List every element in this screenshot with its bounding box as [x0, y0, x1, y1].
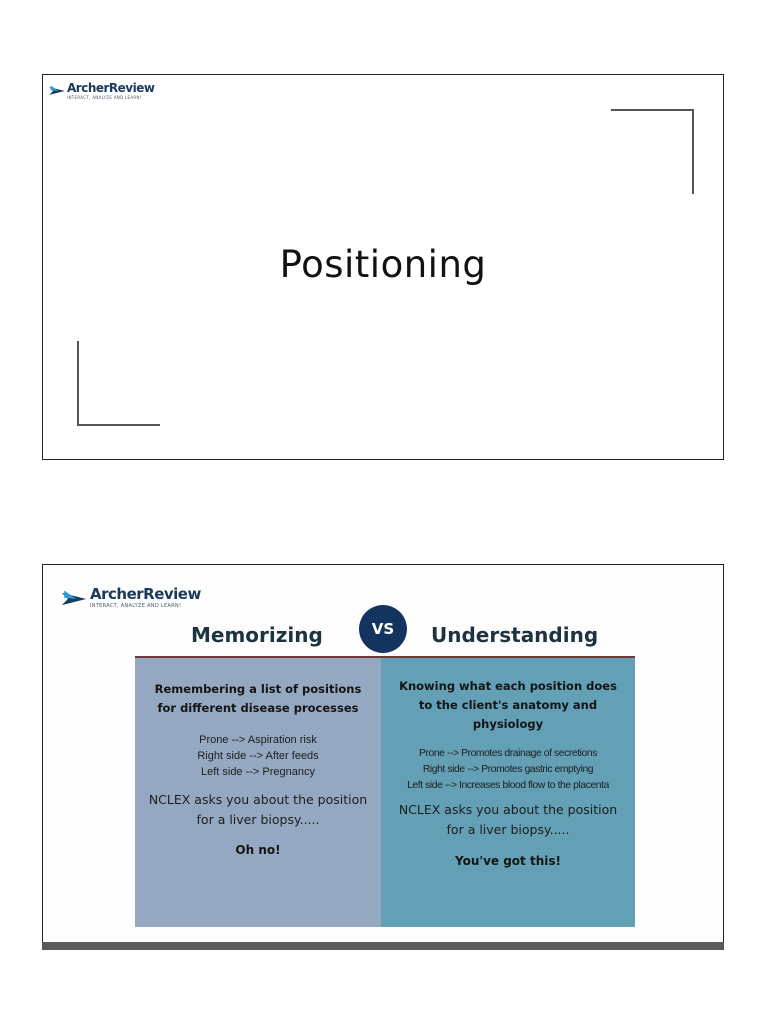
corner-bracket-top-right — [611, 109, 694, 194]
list-item: Prone --> Promotes drainage of secretions — [419, 748, 597, 759]
verdict-text: Oh no! — [235, 843, 281, 857]
list-item: Right side --> After feeds — [197, 750, 319, 762]
slide-title: Positioning — [279, 243, 487, 286]
vs-badge: VS — [359, 605, 407, 653]
list-item: Right side --> Promotes gastric emptying — [422, 764, 594, 775]
corner-bracket-bottom-left — [77, 341, 160, 426]
archer-arrow-logo-icon — [61, 588, 87, 610]
nclex-question-text: NCLEX asks you about the position for a liver biopsy..... — [398, 802, 618, 837]
heading-memorizing: Memorizing — [191, 623, 323, 647]
position-list — [135, 732, 381, 780]
slide-bottom-bar — [42, 942, 724, 950]
logo-name: ArcherReview — [67, 81, 155, 95]
archer-arrow-logo-icon — [49, 84, 65, 98]
memorizing-panel — [135, 658, 381, 927]
understanding-panel — [381, 658, 635, 927]
nclex-question-text: NCLEX asks you about the position for a liver biopsy..... — [148, 792, 368, 827]
logo-tagline: INTERACT, ANALYZE AND LEARN! — [90, 603, 182, 609]
list-item: Left side --> Pregnancy — [200, 766, 316, 778]
archer-review-logo — [61, 585, 201, 610]
logo-tagline: INTERACT, ANALYZE AND LEARN! — [67, 95, 142, 100]
list-item: Left side --> Increases blood flow to the placenta — [407, 780, 609, 791]
slide-positioning-title — [42, 74, 724, 460]
logo-name: ArcherReview — [90, 585, 201, 603]
panel-lead-text: Knowing what each position does to the client's anatomy and physiology — [399, 679, 617, 731]
archer-review-logo — [49, 81, 154, 100]
verdict-text: You've got this! — [455, 854, 561, 868]
panel-lead-text: Remembering a list of positions for different disease processes — [154, 682, 362, 715]
slide-memorizing-vs-understanding — [42, 564, 724, 950]
position-list — [381, 746, 635, 794]
list-item: Prone --> Aspiration risk — [199, 734, 317, 746]
heading-understanding: Understanding — [431, 623, 599, 647]
